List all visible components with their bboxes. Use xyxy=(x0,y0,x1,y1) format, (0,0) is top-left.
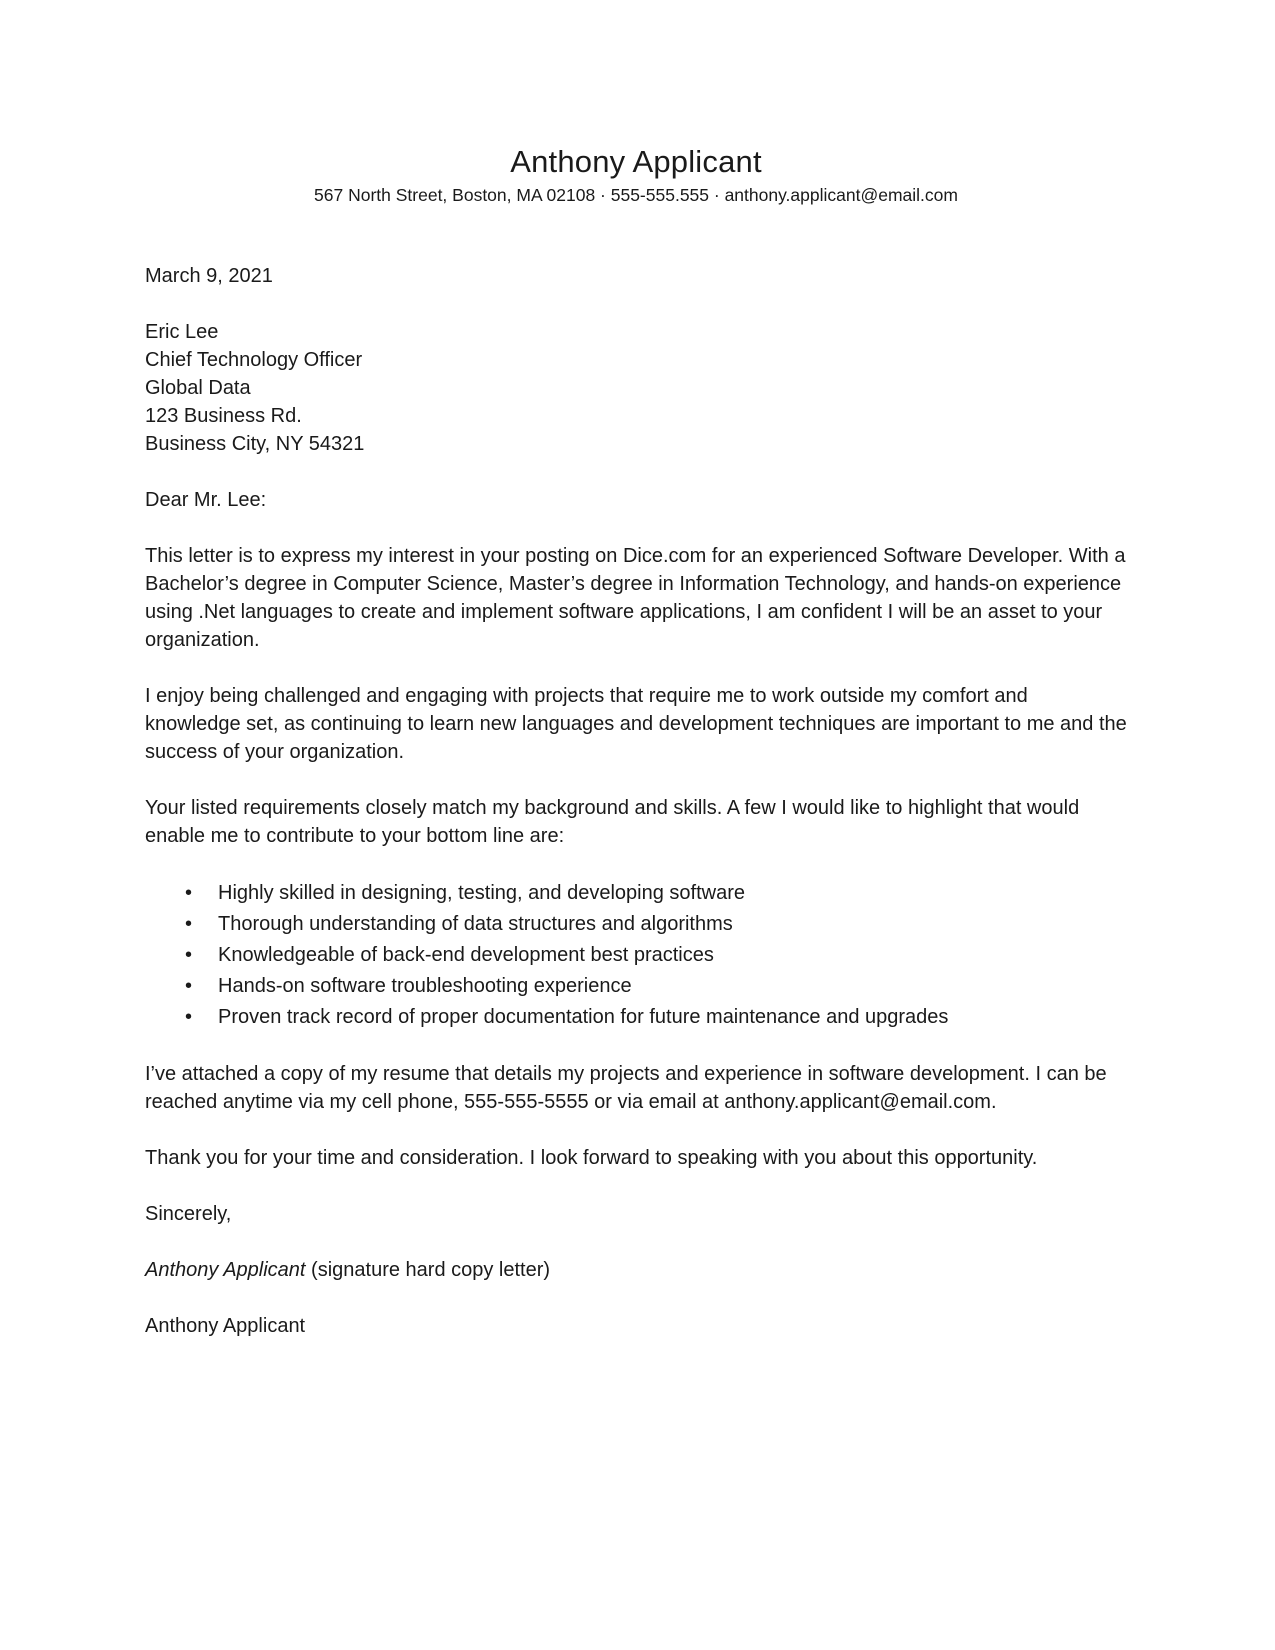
letter-header xyxy=(145,143,1127,207)
bullet-item: • Highly skilled in designing, testing, and developing software xyxy=(185,878,1127,909)
signature-note: (signature hard copy letter) xyxy=(311,1259,551,1281)
letter-date: March 9, 2021 xyxy=(145,265,273,287)
recipient-address-block xyxy=(145,318,1127,458)
typed-name: Anthony Applicant xyxy=(145,1315,306,1337)
recipient-name: Eric Lee xyxy=(145,321,219,343)
skills-bullet-list xyxy=(145,878,1127,1033)
applicant-name-heading: Anthony Applicant xyxy=(510,144,762,179)
bullet-item: • Hands-on software troubleshooting experience xyxy=(185,971,1127,1002)
signature-line xyxy=(145,1256,1127,1284)
paragraph-challenge: I enjoy being challenged and engaging with projects that require me to work outside my comfort and knowledge set, as continuing to learn new languages and development techniques are important to me and the success of your organization. xyxy=(145,685,1127,763)
recipient-company: Global Data xyxy=(145,377,251,399)
bullet-item: • Proven track record of proper documentation for future maintenance and upgrades xyxy=(185,1002,1127,1033)
recipient-city: Business City, NY 54321 xyxy=(145,433,365,455)
recipient-title: Chief Technology Officer xyxy=(145,349,363,371)
paragraph-resume: I’ve attached a copy of my resume that details my projects and experience in software development. I can be reached anytime via my cell phone, 555-555-5555 or via email at anthony.applicant@email.com. xyxy=(145,1063,1107,1113)
paragraph-intro: This letter is to express my interest in your posting on Dice.com for an experienced Software Developer. With a Bachelor’s degree in Computer Science, Master’s degree in Information Technology, and hands-on experience using .Net languages to create and implement software applications, I am confident I will be an asset to your organization. xyxy=(145,545,1126,651)
valediction: Sincerely, xyxy=(145,1203,232,1225)
recipient-street: 123 Business Rd. xyxy=(145,405,302,427)
bullet-item: • Thorough understanding of data structures and algorithms xyxy=(185,909,1127,940)
contact-info-line: 567 North Street, Boston, MA 02108 · 555-555.555 · anthony.applicant@email.com xyxy=(314,185,958,205)
salutation: Dear Mr. Lee: xyxy=(145,489,267,511)
bullet-item: • Knowledgeable of back-end development best practices xyxy=(185,940,1127,971)
paragraph-thanks: Thank you for your time and consideration. I look forward to speaking with you about this opportunity. xyxy=(145,1147,1038,1169)
signature-name: Anthony Applicant xyxy=(145,1259,306,1281)
paragraph-requirements: Your listed requirements closely match my background and skills. A few I would like to highlight that would enable me to contribute to your bottom line are: xyxy=(145,797,1080,847)
